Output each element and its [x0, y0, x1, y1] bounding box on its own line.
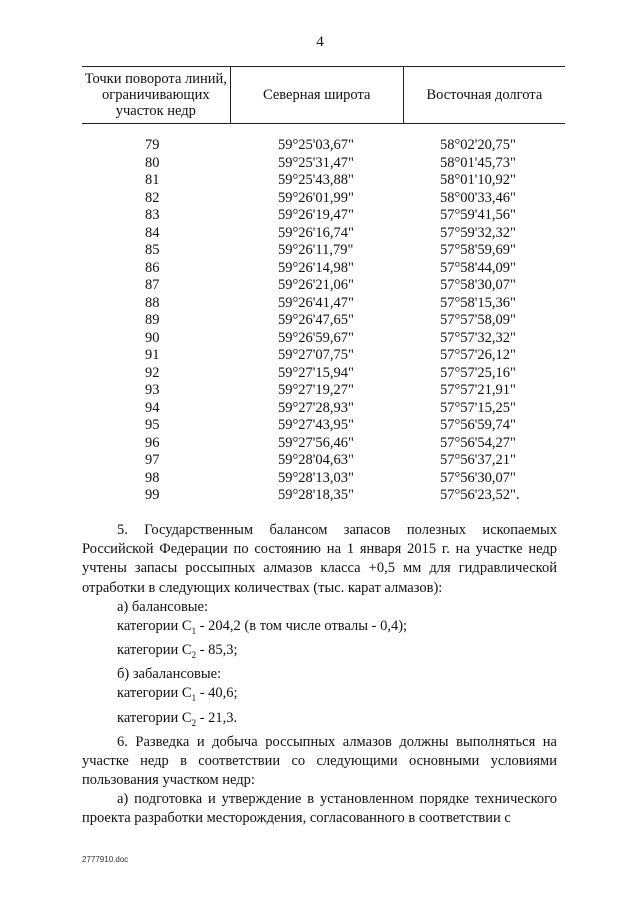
table-row: [82, 417, 565, 435]
latitude-value: 59°27'43,95": [278, 417, 354, 433]
column-header-latitude: Северная широта: [230, 67, 403, 124]
longitude-value: 58°02'20,75": [440, 137, 516, 153]
column-header-points: Точки поворота линий, ограничивающих участок недр: [82, 67, 230, 124]
table-row: [82, 207, 565, 225]
point-number: 89: [145, 312, 160, 328]
balance-category-c2: категории $C_2 - 85,3$;: [117, 642, 238, 660]
point-number: 84: [145, 224, 160, 241]
longitude-value: 57°57'58,09": [440, 312, 516, 328]
point-number: 90: [145, 329, 160, 346]
point-number: 85: [145, 242, 160, 258]
coordinates-table-header: [82, 66, 565, 124]
point-number: 82: [145, 189, 160, 206]
point-number: 96: [145, 434, 160, 451]
latitude-value: 59°26'41,47": [278, 294, 354, 311]
longitude-value: 57°59'41,56": [440, 207, 516, 223]
point-number: 99: [145, 487, 160, 503]
document-body: [82, 521, 557, 829]
latitude-value: 59°25'43,88": [278, 172, 354, 188]
table-row: [82, 452, 565, 470]
paragraph-5: 5. Государственным балансом запасов полезных ископаемых Российской Федерации по состоянию на 1 января 2015 г. на участке недр учтены запасы россыпных алмазов класса +0,5 мм для гидравлической отработки в следующих количествах (тыс. карат алмазов):: [82, 522, 557, 596]
table-row: [82, 190, 565, 208]
latitude-value: 59°26'47,65": [278, 312, 354, 328]
table-row: [82, 400, 565, 418]
latitude-value: 59°26'14,98": [278, 259, 354, 276]
table-row: [82, 260, 565, 278]
table-row: [82, 225, 565, 243]
point-number: 95: [145, 417, 160, 433]
latitude-value: 59°27'07,75": [278, 347, 354, 363]
paragraph-6a: а) подготовка и утверждение в установленном порядке технического проекта разработки месторождения, согласованного в соответствии с: [82, 791, 557, 827]
table-row: [82, 470, 565, 488]
point-number: 93: [145, 382, 160, 398]
point-number: 80: [145, 154, 160, 171]
longitude-value: 57°57'15,25": [440, 399, 516, 416]
off-balance-label: б) забалансовые:: [117, 666, 222, 683]
off-balance-category-c1: категории $C_1 - 40,6$;: [117, 685, 238, 704]
point-number: 98: [145, 469, 160, 486]
page-number: 4: [316, 34, 324, 50]
longitude-value: 58°01'45,73": [440, 154, 516, 171]
table-row: [82, 172, 565, 190]
latitude-value: 59°27'56,46": [278, 434, 354, 451]
latitude-value: 59°26'21,06": [278, 277, 354, 293]
column-header-longitude: Восточная долгота: [403, 67, 565, 124]
balance-category-c1: категории $C_1 - 204,2$ (в том числе отвалы - 0,4);: [117, 618, 408, 636]
latitude-value: 59°28'18,35": [278, 487, 354, 503]
table-row: [82, 347, 565, 365]
table-row: [82, 312, 565, 330]
longitude-value: 57°56'54,27": [440, 434, 516, 451]
off-balance-category-c2: категории $C_2 - 21,3$.: [117, 709, 238, 728]
point-number: 83: [145, 207, 160, 223]
table-row: [82, 155, 565, 173]
point-number: 97: [145, 452, 160, 468]
longitude-value: 57°58'30,07": [440, 277, 516, 293]
latitude-value: 59°26'59,67": [278, 329, 354, 346]
latitude-value: 59°28'13,03": [278, 469, 354, 486]
latitude-value: 59°26'01,99": [278, 189, 354, 206]
longitude-value: 57°57'26,12": [440, 347, 516, 363]
paragraph-6: 6. Разведка и добыча россыпных алмазов должны выполняться на участке недр в соответствии со следующими основными условиями пользования участком недр:: [82, 733, 557, 788]
latitude-value: 59°27'15,94": [278, 364, 354, 381]
latitude-value: 59°26'19,47": [278, 207, 354, 223]
longitude-value: 57°58'15,36": [440, 294, 516, 311]
longitude-value: 57°59'32,32": [440, 224, 516, 241]
point-number: 94: [145, 399, 160, 416]
latitude-value: 59°25'31,47": [278, 154, 354, 171]
table-row: [82, 487, 565, 505]
longitude-value: 57°56'37,21": [440, 452, 516, 468]
latitude-value: 59°27'28,93": [278, 399, 354, 416]
file-name-footer: 2777910.doc: [82, 855, 129, 864]
point-number: 91: [145, 347, 160, 363]
longitude-value: 57°57'25,16": [440, 364, 516, 381]
latitude-value: 59°27'19,27": [278, 382, 354, 398]
latitude-value: 59°28'04,63": [278, 452, 354, 468]
longitude-value: 57°56'59,74": [440, 417, 516, 433]
table-row: [82, 382, 565, 400]
longitude-value: 57°57'32,32": [440, 329, 516, 346]
longitude-value: 57°56'30,07": [440, 469, 516, 486]
longitude-value: 57°58'59,69": [440, 242, 516, 258]
latitude-value: 59°25'03,67": [278, 137, 354, 153]
balance-label: а) балансовые:: [117, 598, 209, 615]
longitude-value: 58°01'10,92": [440, 172, 516, 188]
longitude-value: 57°56'23,52".: [440, 487, 520, 503]
point-number: 86: [145, 259, 160, 276]
point-number: 88: [145, 294, 160, 311]
table-row: [82, 330, 565, 348]
point-number: 92: [145, 364, 160, 381]
table-row: [82, 365, 565, 383]
longitude-value: 57°58'44,09": [440, 259, 516, 276]
longitude-value: 57°57'21,91": [440, 382, 516, 398]
latitude-value: 59°26'11,79": [278, 242, 354, 258]
table-row: [82, 295, 565, 313]
latitude-value: 59°26'16,74": [278, 224, 354, 241]
table-row: [82, 137, 565, 155]
table-row: [82, 242, 565, 260]
point-number: 87: [145, 277, 160, 293]
table-row: [82, 435, 565, 453]
point-number: 81: [145, 172, 160, 188]
point-number: 79: [145, 137, 160, 153]
longitude-value: 58°00'33,46": [440, 189, 516, 206]
coordinates-table-body: [82, 137, 565, 505]
table-row: [82, 277, 565, 295]
